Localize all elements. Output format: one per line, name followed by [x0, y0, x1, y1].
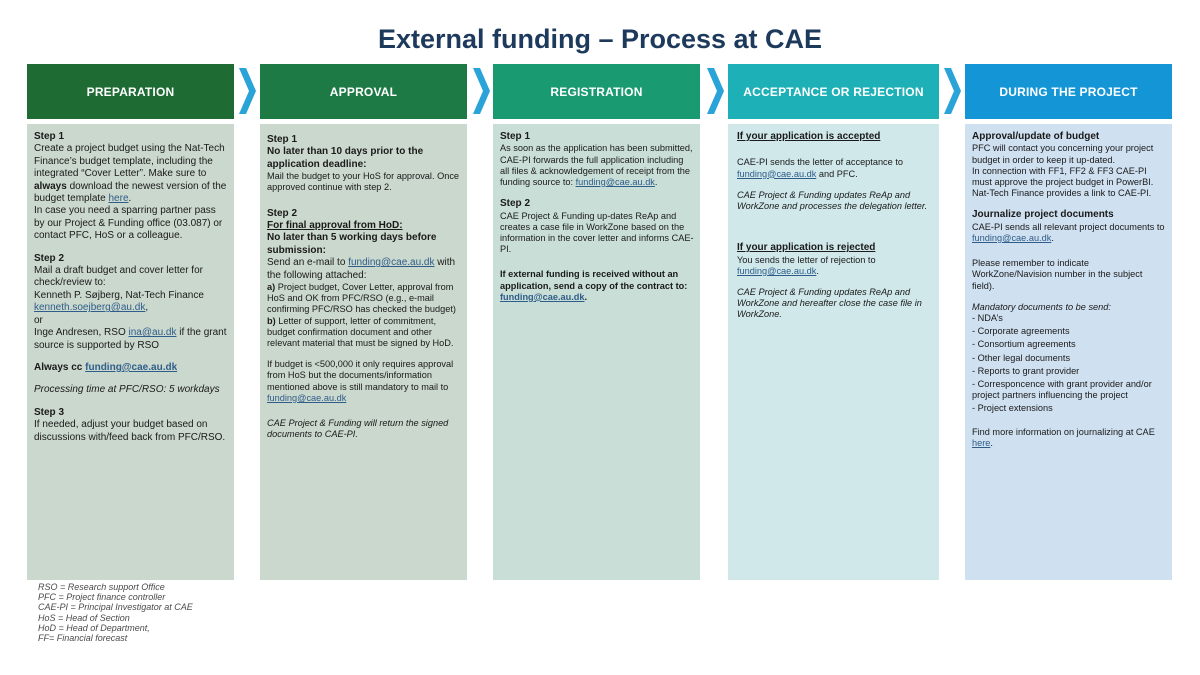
step-text: Send an e-mail to funding@cae.au.dk with the following attached: [267, 257, 456, 281]
step-text: In case you need a sparring partner pass by our Project & Funding office (03.087) or contact PFC, HoS or a colleague. [34, 205, 223, 242]
contact-name: Kenneth P. Søjberg, Nat-Tech Finance [34, 289, 204, 301]
preparation-panel [27, 124, 234, 580]
chevron-right-icon [237, 68, 257, 114]
section-title: Approval/update of budget [972, 131, 1100, 142]
stage-header-acceptance [728, 64, 939, 119]
mandatory-item: - Consortium agreements [972, 339, 1076, 350]
stage-header-label: PREPARATION [86, 84, 175, 99]
email-link[interactable]: funding@cae.au.dk [972, 233, 1052, 244]
mandatory-list [972, 313, 1166, 415]
step-title: Step 2 [34, 252, 65, 264]
mandatory-item: - Reports to grant provider [972, 365, 1080, 376]
registration-panel [493, 124, 700, 580]
legend-item: RSO = Research support Office [38, 582, 165, 592]
chevron-right-icon [471, 68, 491, 114]
step-text: As soon as the application has been submitted, CAE-PI forwards the full application including all files & acknowledgement of receipt from the funding source to: funding@cae.au.dk. [500, 143, 693, 188]
stage-header-label: DURING THE PROJECT [999, 84, 1138, 99]
email-link[interactable]: funding@cae.au.dk [267, 392, 347, 403]
step-text: Create a project budget using the Nat-Tech Finance’s budget template, including the integrated “Cover Letter”. Make sure to always download the newest version of the budget template here. [34, 143, 227, 205]
step-title: Step 1 [34, 131, 65, 142]
email-link[interactable]: kenneth.soejberg@au.dk [34, 302, 146, 314]
budget-note: If budget is <500,000 it only requires approval from HoS but the documents/information mentioned above is still mandatory to mail to funding@cae.au.dk [267, 359, 454, 403]
stage-header-approval [260, 64, 467, 119]
email-link[interactable]: funding@cae.au.dk [85, 361, 178, 373]
rejected-note: CAE Project & Funding updates ReAp and WorkZone and hereafter close the case file in WorkZone. [737, 287, 922, 320]
legend-item: PFC = Project finance controller [38, 592, 166, 603]
stage-header-label: APPROVAL [329, 84, 398, 99]
always-cc: Always cc funding@cae.au.dk [34, 361, 178, 373]
mandatory-item: - Project extensions [972, 403, 1053, 414]
email-link[interactable]: funding@cae.au.dk [575, 177, 655, 188]
approval-panel [260, 124, 467, 580]
section-title: Journalize project documents [972, 209, 1114, 221]
step-text: Mail a draft budget and cover letter for check/review to: [34, 265, 203, 289]
step-text: If needed, adjust your budget based on discussions with/feed back from PFC/RSO. [34, 419, 226, 443]
accepted-text: CAE-PI sends the letter of acceptance to funding@cae.au.dk and PFC. [737, 157, 903, 179]
return-note: CAE Project & Funding will return the signed documents to CAE-PI. [267, 418, 449, 440]
external-funding-note: If external funding is received without an application, send a copy of the contract to: funding@cae.au.dk. [500, 269, 688, 302]
attachment-b: b) Letter of support, letter of commitment, budget confirmation document and other relevant material that must be signed by HoD. [267, 315, 454, 349]
stage-header-label: REGISTRATION [550, 84, 643, 99]
page-title: External funding – Process at CAE [377, 24, 823, 54]
step-title: Step 2 [267, 207, 298, 219]
stage-header-during [965, 64, 1172, 119]
mandatory-item: - NDA’s [972, 313, 1003, 324]
rejected-title: If your application is rejected [737, 242, 876, 254]
step-deadline: No later than 5 working days before submission: [267, 232, 437, 256]
journalizing-link[interactable]: here [972, 437, 991, 448]
email-link[interactable]: funding@cae.au.dk [737, 168, 817, 179]
abbreviation-legend [38, 582, 193, 643]
stage-header-registration [493, 64, 700, 119]
mandatory-item: - Corporate agreements [972, 326, 1070, 337]
during-panel [965, 124, 1172, 580]
chevron-right-icon [942, 68, 962, 114]
legend-item: FF= Financial forecast [38, 633, 128, 644]
email-link[interactable]: funding@cae.au.dk [500, 291, 585, 302]
rejected-text: You sends the letter of rejection to funding@cae.au.dk. [737, 254, 876, 276]
section-text: Please remember to indicate WorkZone/Navision number in the subject field). [972, 258, 1143, 291]
step-title: Step 2 [500, 198, 531, 210]
contact-email-line: kenneth.soejberg@au.dk, [34, 302, 149, 314]
mandatory-title: Mandatory documents to be send: [972, 301, 1111, 312]
section-text: In connection with FF1, FF2 & FF3 CAE-PI must approve the project budget in PowerBI. Nat-Tech Finance provides a link to CAE-PI. [972, 165, 1154, 199]
step-deadline: No later than 10 days prior to the application deadline: [267, 146, 424, 170]
accepted-title: If your application is accepted [737, 131, 881, 142]
mandatory-item: - Corresponcence with grant provider and/or project partners influencing the project [972, 379, 1152, 401]
step-title: Step 1 [500, 131, 531, 142]
legend-item: HoS = Head of Section [38, 612, 130, 623]
stage-header-preparation [27, 64, 234, 119]
step-text: Mail the budget to your HoS for approval. Once approved continue with step 2. [267, 171, 460, 193]
section-text: PFC will contact you concerning your project budget in order to keep it up-dated. [972, 143, 1154, 165]
email-link[interactable]: ina@au.dk [128, 327, 177, 339]
step-title: Step 1 [267, 134, 298, 145]
step-title: Step 3 [34, 406, 65, 418]
chevron-right-icon [705, 68, 725, 114]
email-link[interactable]: funding@cae.au.dk [737, 265, 817, 276]
budget-template-link[interactable]: here [108, 193, 129, 205]
mandatory-item: - Other legal documents [972, 352, 1071, 363]
section-text: Find more information on journalizing at CAE here. [972, 426, 1155, 448]
email-link[interactable]: funding@cae.au.dk [348, 257, 435, 269]
attachment-a: a) Project budget, Cover Letter, approval from HoS and OK from PFC/RSO (e.g., e-mail confirming PFC/RSO has checked the budget) [267, 282, 456, 315]
step-text: or [34, 314, 43, 326]
legend-item: HoD = Head of Department, [38, 622, 150, 633]
acceptance-panel [728, 124, 939, 580]
step-heading: For final approval from HoD: [267, 220, 403, 232]
step-text: CAE Project & Funding up-dates ReAp and creates a case file in WorkZone based on the information in the cover letter and informs CAE-PI. [500, 210, 694, 255]
accepted-note: CAE Project & Funding updates ReAp and WorkZone and processes the delegation letter. [737, 189, 928, 212]
legend-item: CAE-PI = Principal Investigator at CAE [38, 602, 193, 613]
processing-time: Processing time at PFC/RSO: 5 workdays [34, 384, 220, 396]
section-text: CAE-PI sends all relevant project documents to funding@cae.au.dk. [972, 221, 1165, 244]
stage-header-label: ACCEPTANCE OR REJECTION [743, 84, 924, 99]
contact-name: Inge Andresen, RSO ina@au.dk if the grant source is supported by RSO [34, 327, 227, 351]
